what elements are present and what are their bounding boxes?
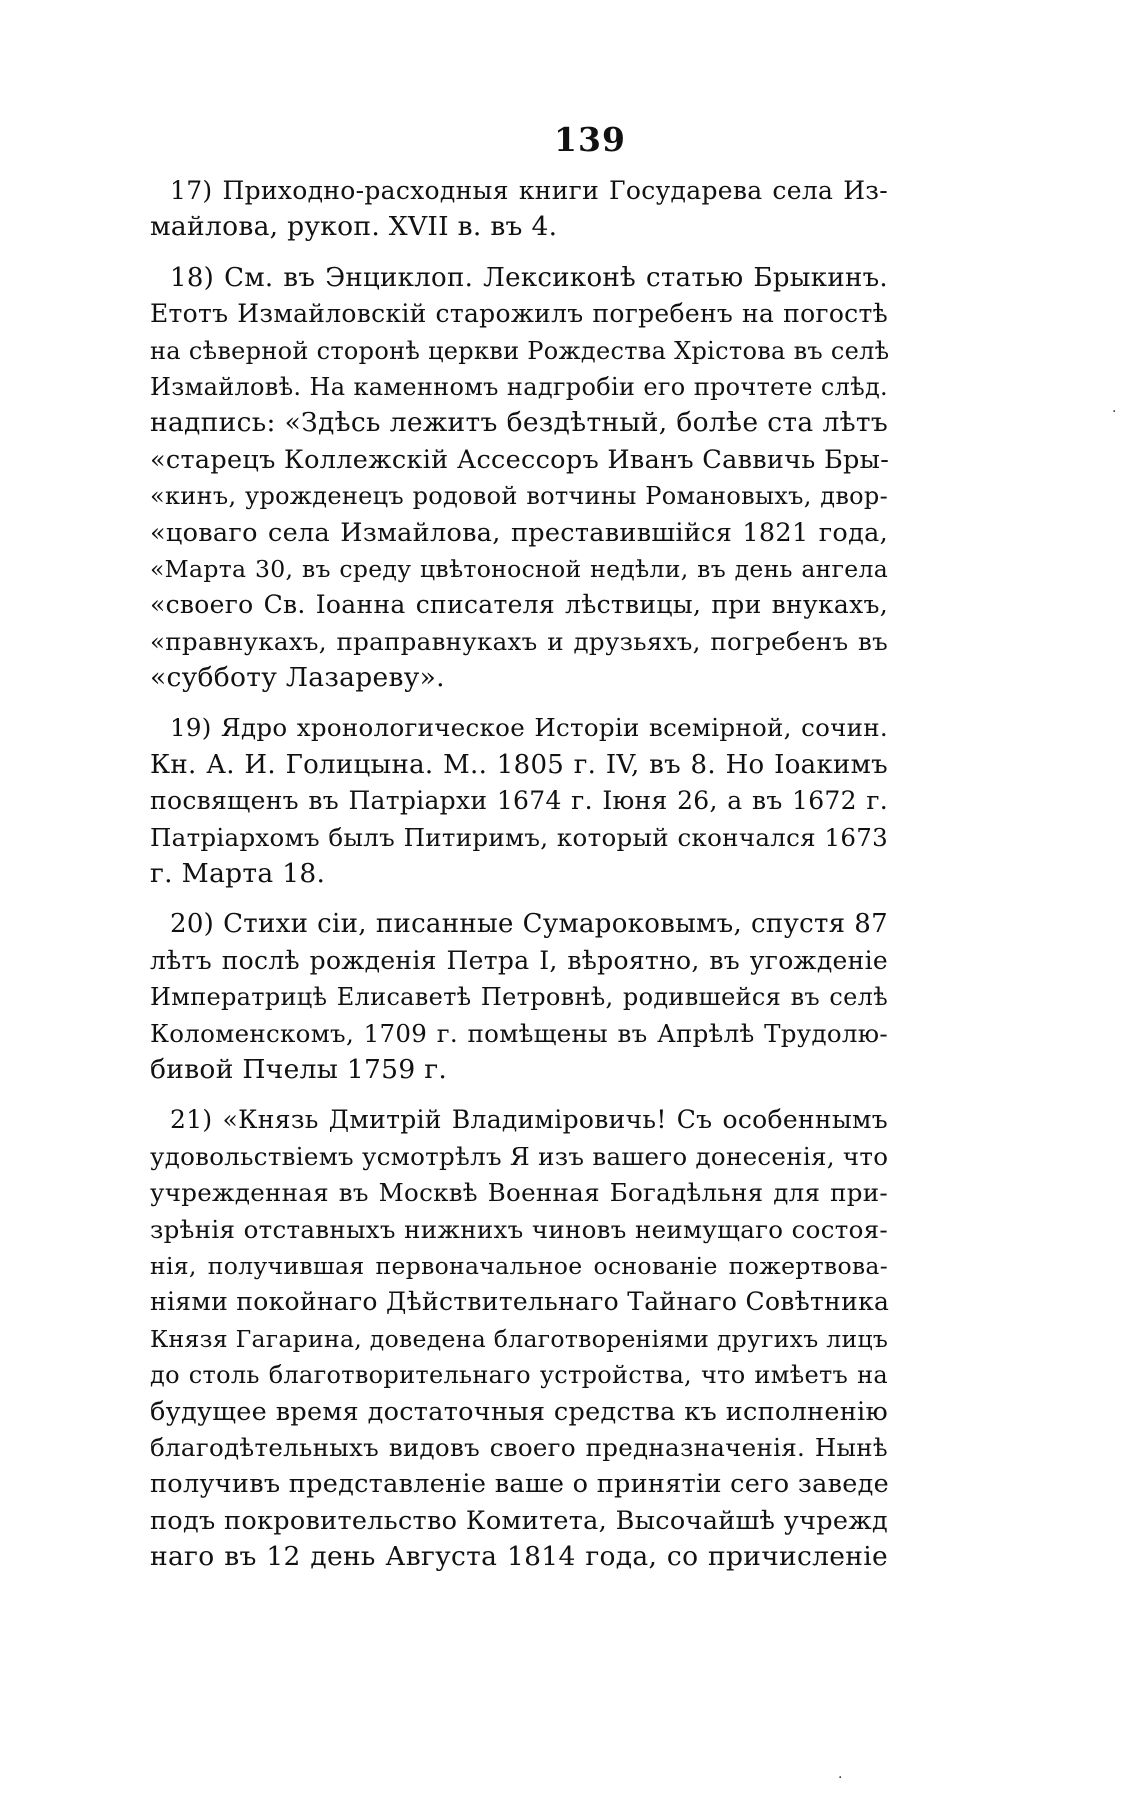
- footnote-17: [150, 173, 888, 246]
- text-line: учрежденная въ Москвѣ Военная Богадѣльня для при-: [150, 1178, 888, 1208]
- text-line: 20) Стихи сіи, писанные Сумароковымъ, спустя 87: [170, 909, 888, 940]
- footnote-21: [150, 1102, 888, 1575]
- text-line: ніями покойнаго Дѣйствительнаго Тайнаго Совѣтника: [150, 1287, 890, 1317]
- text-line: получивъ представленіе ваше о принятіи сего заведе: [150, 1469, 890, 1500]
- footnote-18: [150, 260, 888, 697]
- text-line: «правнукахъ, праправнукахъ и друзьяхъ, погребенъ въ: [150, 626, 888, 656]
- footnotes-text: [150, 173, 888, 1575]
- margin-speck: ·: [1112, 404, 1117, 420]
- footnote-20: [150, 906, 888, 1088]
- text-line: на сѣверной сторонѣ церкви Рождества Хрістова въ селѣ: [150, 336, 890, 365]
- text-line: посвященъ въ Патріархи 1674 г. Іюня 26, а въ 1672 г.: [150, 786, 888, 816]
- text-line: г. Марта 18.: [150, 858, 326, 890]
- text-line: 17) Приходно-расходныя книги Государева села Из-: [170, 176, 888, 205]
- text-line: лѣтъ послѣ рожденія Петра I, вѣроятно, въ угожденіе: [150, 945, 888, 975]
- text-line: Измайловѣ. На каменномъ надгробіи его прочтете слѣд.: [150, 372, 888, 401]
- text-line: до столь благотворительнаго устройства, что имѣетъ на: [150, 1361, 888, 1390]
- text-line: бивой Пчелы 1759 г.: [150, 1053, 448, 1085]
- text-line: 21) «Князь Дмитрій Владиміровичь! Съ особеннымъ: [170, 1105, 888, 1135]
- text-line: Кн. А. И. Голицына. М.. 1805 г. IV, въ 8. Но Іоакимъ: [150, 749, 888, 780]
- text-line: «своего Св. Іоанна списателя лѣствицы, при внукахъ,: [150, 590, 888, 620]
- text-line: зрѣнія отставныхъ нижнихъ чиновъ неимущаго состоя-: [150, 1214, 888, 1244]
- text-line: «цоваго села Измайлова, преставившійся 1821 года,: [150, 517, 888, 548]
- text-line: 19) Ядро хронологическое Исторіи всемірной, сочин.: [170, 713, 888, 743]
- text-line: удовольствіемъ усмотрѣлъ Я изъ вашего донесенія, что: [150, 1141, 889, 1171]
- footnote-19: [150, 710, 888, 892]
- text-line: «Марта 30, въ среду цвѣтоносной недѣли, въ день ангела: [150, 554, 888, 583]
- text-line: «старецъ Коллежскій Ассессоръ Иванъ Саввичь Бры-: [150, 444, 890, 475]
- page-number: 139: [554, 120, 626, 159]
- text-line: нія, получившая первоначальное основаніе пожертвова-: [150, 1251, 888, 1280]
- text-line: Князя Гагарина, доведена благотвореніями другихъ лицъ: [150, 1324, 889, 1353]
- text-line: Патріархомъ былъ Питиримъ, который скончался 1673: [150, 822, 888, 852]
- text-line: майлова, рукоп. XVII в. въ 4.: [150, 211, 558, 243]
- text-line: Етотъ Измайловскій старожилъ погребенъ на погостѣ: [150, 299, 888, 329]
- text-line: надпись: «Здѣсь лежитъ бездѣтный, болѣе ста лѣтъ: [150, 407, 888, 439]
- text-line: наго въ 12 день Августа 1814 года, со причисленіе: [150, 1541, 888, 1573]
- text-line: Императрицѣ Елисаветѣ Петровнѣ, родившейся въ селѣ: [150, 983, 888, 1012]
- text-line: подъ покровительство Комитета, Высочайшѣ учрежд: [150, 1505, 888, 1536]
- text-line: 18) См. въ Энциклоп. Лексиконѣ статью Брыкинъ.: [170, 262, 888, 293]
- text-line: благодѣтельныхъ видовъ своего предназначенія. Нынѣ: [150, 1432, 888, 1462]
- text-line: будущее время достаточныя средства къ исполненію: [150, 1396, 888, 1427]
- text-line: Коломенскомъ, 1709 г. помѣщены въ Апрѣлѣ Трудолю-: [150, 1018, 888, 1048]
- text-line: «субботу Лазареву».: [150, 662, 445, 694]
- margin-speck: ·: [838, 1770, 843, 1786]
- text-line: «кинъ, урожденецъ родовой вотчины Романовыхъ, двор-: [150, 482, 888, 511]
